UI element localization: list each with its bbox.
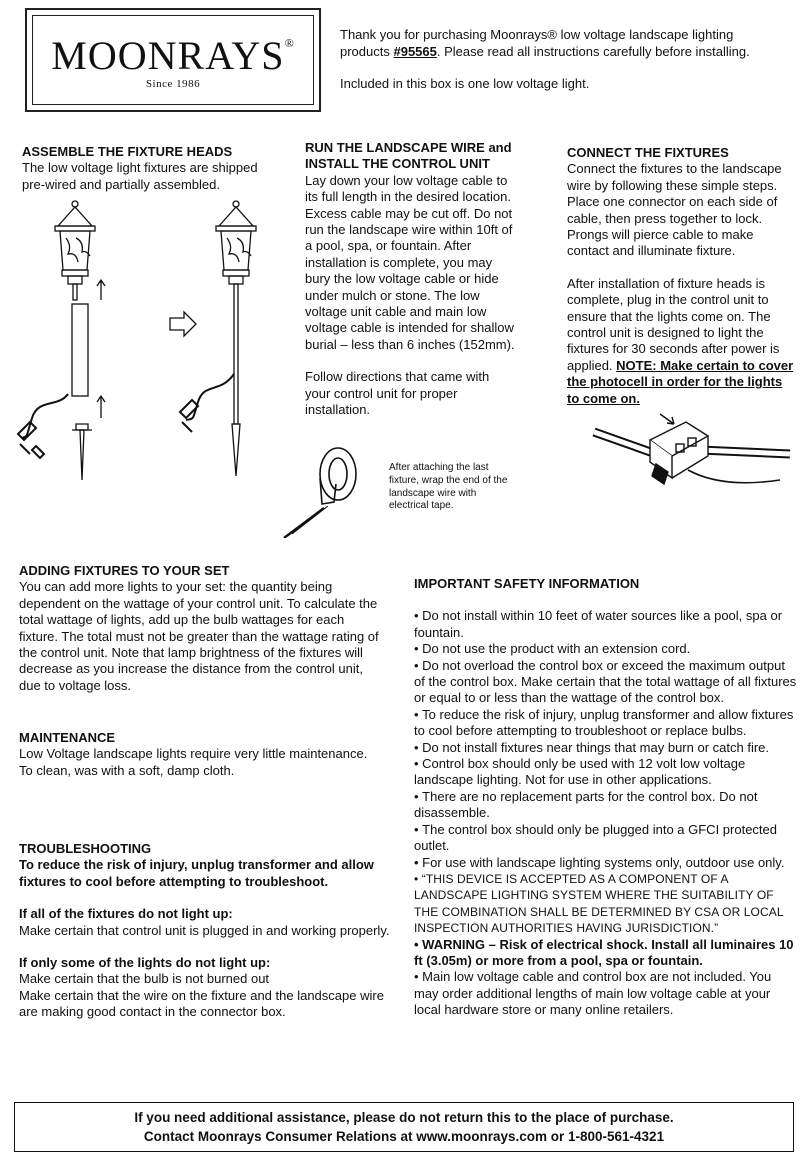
- troubleshooting-warning: To reduce the risk of injury, unplug transformer and allow fixtures to cool before attempting to troubleshoot.: [19, 857, 374, 889]
- safety-item-warning: • WARNING – Risk of electrical shock. Install all luminaires 10 ft (3.05m) or more from a pool, spa or fountain.: [414, 937, 798, 970]
- case2-heading: If only some of the lights do not light up:: [19, 955, 271, 971]
- case2-line2: Make certain that the wire on the fixture and the landscape wire are making good contact in the connector box.: [19, 987, 384, 1020]
- fixture-head-left: [55, 201, 95, 284]
- stem-top: [73, 284, 77, 300]
- maintenance-section: [19, 730, 369, 779]
- connect-heading: CONNECT THE FIXTURES: [567, 145, 729, 160]
- adding-heading: ADDING FIXTURES TO YOUR SET: [19, 563, 230, 578]
- adding-body: You can add more lights to your set: the quantity being dependent on the wattage of your control unit. To calculate the total wattage of lights, add up the bulb wattages for each fixture. The total must not be greater than the wattage rating of the control unit. Note that lamp brightness of the fixtures will decrease as you increase the distance from the control unit, due to voltage loss.: [19, 579, 379, 693]
- safety-item-csa: • “THIS DEVICE IS ACCEPTED AS A COMPONENT OF A LANDSCAPE LIGHTING SYSTEM WHERE THE SUITABILITY OF THE COMBINATION SHALL BE DETERMINED BY CSA OR LOCAL INSPECTION AUTHORITIES HAVING JURISDICTION.”: [414, 871, 798, 937]
- safety-item: • Control box should only be used with 12 volt low voltage landscape lighting. Not for use in other applications.: [414, 756, 798, 789]
- logo-wordmark: MOONRAYS®: [51, 33, 295, 78]
- stake-tube: [72, 304, 88, 396]
- logo-since: Since 1986: [145, 78, 201, 90]
- run-wire-control-unit: Follow directions that came with your control unit for proper installation.: [305, 369, 490, 418]
- brand-logo: [25, 8, 321, 112]
- connect-section: [567, 145, 795, 407]
- troubleshooting-heading: TROUBLESHOOTING: [19, 841, 152, 856]
- product-number: #95565: [393, 43, 437, 59]
- adding-fixtures-section: [19, 563, 384, 694]
- safety-item: • To reduce the risk of injury, unplug transformer and allow fixtures to cool before attempting to troubleshoot or replace bulbs.: [414, 707, 798, 740]
- assemble-body: The low voltage light fixtures are shipped pre-wired and partially assembled.: [22, 160, 258, 192]
- run-wire-body: Lay down your low voltage cable to its full length in the desired location. Excess cable may be cut off. Do not run the landscape wire within 10ft of a pool, spa, or fountain. After installation is complete, you may bury the low voltage cable or hide under mulch or stone. The low voltage unit cable and main low voltage cable is intended for shallow burial – less than 6 inches (152mm).: [305, 172, 515, 352]
- run-wire-section: [305, 140, 517, 419]
- case1-body: Make certain that control unit is plugged in and working properly.: [19, 922, 390, 938]
- fixture-head-right: [216, 201, 256, 284]
- wire-connector-illustration: [590, 410, 795, 500]
- run-wire-heading: RUN THE LANDSCAPE WIRE and INSTALL THE CONTROL UNIT: [305, 140, 512, 172]
- arrow-up-icon: [97, 280, 105, 300]
- arrow-up-icon: [97, 396, 105, 418]
- case1-heading: If all of the fixtures do not light up:: [19, 906, 233, 922]
- footer-contact: Contact Moonrays Consumer Relations at www.moonrays.com or 1-800-561-4321: [143, 1129, 665, 1144]
- tape-caption: After attaching the last fixture, wrap the end of the landscape wire with electrical tape.: [389, 462, 508, 512]
- assemble-heading: ASSEMBLE THE FIXTURE HEADS: [22, 144, 233, 159]
- safety-item: • Do not install within 10 feet of water sources like a pool, spa or fountain.: [414, 608, 798, 641]
- maintenance-body: Low Voltage landscape lights require very little maintenance. To clean, was with a soft, damp cloth.: [19, 746, 368, 778]
- case2-line1: Make certain that the bulb is not burned out: [19, 971, 270, 987]
- electrical-tape-illustration: [282, 438, 382, 538]
- safety-item: • Main low voltage cable and control box are not included. You may order additional lengths of main low voltage cable at your local hardware store or many online retailers.: [414, 969, 798, 1018]
- safety-item: • Do not use the product with an extension cord.: [414, 641, 798, 657]
- logo-frame: [32, 15, 314, 105]
- safety-item: • Do not overload the control box or exceed the maximum output of the control box. Make certain that the total wattage of all fixtures or equal to or less than the wattage of the control box.: [414, 658, 798, 707]
- box-contents: Included in this box is one low voltage light.: [340, 76, 590, 91]
- safety-section: [414, 576, 798, 1019]
- assemble-section: [22, 144, 272, 193]
- safety-list: [414, 608, 798, 1018]
- safety-item: • The control box should only be plugged into a GFCI protected outlet.: [414, 822, 798, 855]
- arrow-right-icon: [170, 312, 196, 336]
- intro-text: Thank you for purchasing Moonrays® low voltage landscape lighting products #95565. Please read all instructions carefully before installing. Included in this box is one low voltage light.: [340, 27, 780, 93]
- photocell-note: NOTE: Make certain to cover the photocell in order for the lights to come on.: [567, 357, 794, 406]
- safety-item: • Do not install fixtures near things that may burn or catch fire.: [414, 740, 798, 756]
- connect-control-unit: After installation of fixture heads is complete, plug in the control unit to ensure that the lights come on. The control unit is designed to light the fixtures for 30 seconds after power is applied.: [567, 275, 780, 373]
- footer-box: [14, 1102, 794, 1152]
- connect-body: Connect the fixtures to the landscape wire by following these simple steps. Place one connector on each side of cable, then press together to lock. Prongs will pierce cable to make contact and illuminate fixture.: [567, 161, 782, 259]
- safety-item: • There are no replacement parts for the control box. Do not disassemble.: [414, 789, 798, 822]
- safety-heading: IMPORTANT SAFETY INFORMATION: [414, 576, 640, 591]
- troubleshooting-section: [19, 841, 394, 1021]
- maintenance-heading: MAINTENANCE: [19, 730, 116, 745]
- footer-line1: If you need additional assistance, please do not return this to the place of purchase.: [134, 1110, 674, 1125]
- fixture-assembly-illustration: [8, 198, 268, 488]
- safety-item: • For use with landscape lighting systems only, outdoor use only.: [414, 855, 798, 871]
